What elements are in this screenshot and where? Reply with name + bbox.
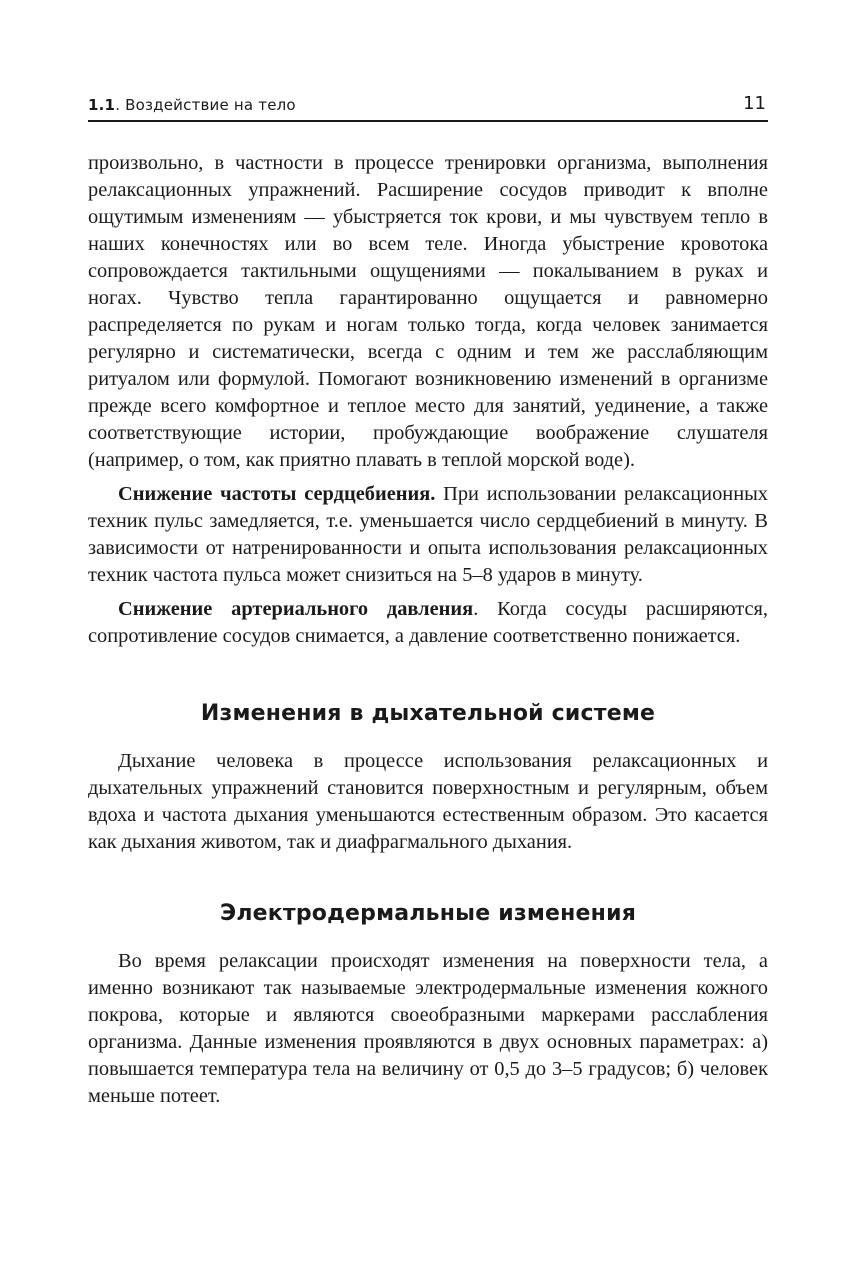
section-title: . Воздействие на тело xyxy=(115,96,296,114)
paragraph-heart-rate xyxy=(88,481,768,589)
heart-rate-lead: Снижение частоты сердцебиения. xyxy=(118,483,436,505)
blood-pressure-lead: Снижение артериального давления xyxy=(118,598,474,620)
section-reference xyxy=(88,96,296,114)
heading-respiratory: Изменения в дыхательной системе xyxy=(200,701,656,726)
running-header xyxy=(88,88,768,122)
paragraph-electrodermal: Во время релаксации происходят изменения на поверхности тела, а именно возникают так называемые электродермальные изменения кожного покрова, которые и являются своеобразными маркерами расслабления организма. Данные изменения проявляются в двух основных параметрах: а) повышается температура тела на величину от 0,5 до 3–5 градусов; б) человек меньше потеет. xyxy=(88,950,768,1107)
paragraph-respiratory: Дыхание человека в процессе использования релаксационных и дыхательных упражнений становится поверхностным и регулярным, объем вдоха и частота дыхания уменьшаются естественным образом. Это касается как дыхания животом, так и диафрагмального дыхания. xyxy=(88,750,768,853)
main-text xyxy=(88,150,768,1110)
paragraph-vasodilation: произвольно, в частности в процессе тренировки организма, выполнения релаксационных упражнений. Расширение сосудов приводит к вполне ощутимым изменениям — убыстряется ток крови, и мы чувствуем тепло в наших конечностях или во всем теле. Иногда убыстрение кровотока сопровождается тактильными ощущениями — покалыванием в руках и ногах. Чувство тепла гарантированно ощущается и равномерно распределяется по рукам и ногам только тогда, когда человек занимается регулярно и систематически, всегда с одним и тем же расслабляющим ритуалом или формулой. Помогают возникновению изменений в организме прежде всего комфортное и теплое место для занятий, уединение, а также соответствующие истории, пробуждающие воображение слушателя (например, о том, как приятно плавать в теплой морской воде). xyxy=(88,152,768,471)
heart-rate-text: При использовании релаксационных техник пульс замедляется, т.е. уменьшается число сердцебиений в минуту. В зависимости от натренированности и опыта использования релаксационных техник частота пульса может снизиться на 5–8 ударов в минуту. xyxy=(88,483,768,586)
book-page xyxy=(88,88,768,1110)
section-number: 1.1 xyxy=(88,96,116,114)
paragraph-blood-pressure xyxy=(88,596,768,650)
page-number: 11 xyxy=(743,93,766,114)
heading-electrodermal: Электродермальные изменения xyxy=(219,901,637,926)
blood-pressure-text: . Когда сосуды расширяются, сопротивление сосудов снимается, а давление соответственно понижается. xyxy=(88,598,768,647)
